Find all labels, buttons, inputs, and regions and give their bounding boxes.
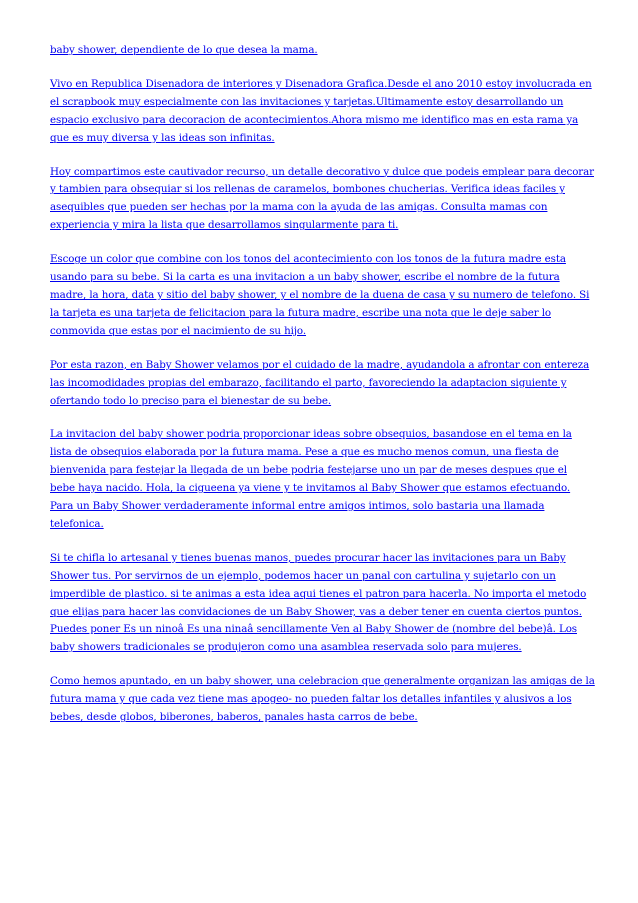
paragraph-link-4[interactable]: Escoge un color que combine con los tonos del acontecimiento con los tonos de la futura madre esta usando para su bebe. Si la carta es una invitacion a un baby shower, escribe el nombre de la futura madre, la hora, data y sitio del baby shower, y el nombre de la duena de casa y su numero de telefono. Si la tarjeta es una tarjeta de felicitacion para la futura madre, escribe una nota que le deje saber lo conmovida que estas por el nacimiento de su hijo. bbox=[50, 253, 590, 337]
paragraph-link-5[interactable]: Por esta razon, en Baby Shower velamos por el cuidado de la madre, ayudandola a afrontar con entereza las incomodidades propias del embarazo, facilitando el parto, favoreciendo la adaptacion siguiente y ofertando todo lo preciso para el bienestar de su bebe. bbox=[50, 358, 590, 407]
paragraph-3 bbox=[50, 164, 595, 236]
paragraph-link-2[interactable]: Vivo en Republica Disenadora de interiores y Disenadora Grafica.Desde el ano 2010 estoy involucrada en el scrapbook muy especialmente con las invitaciones y tarjetas.Ultimamente estoy desarrollando un espacio exclusivo para decoracion de acontecimientos.Ahora mismo me identifico mas en esta rama ya que es muy diversa y las ideas son infinitas. bbox=[50, 77, 592, 144]
paragraph-4 bbox=[50, 251, 595, 341]
paragraph-6 bbox=[50, 426, 595, 533]
paragraph-8 bbox=[50, 673, 595, 727]
paragraph-link-3[interactable]: Hoy compartimos este cautivador recurso, un detalle decorativo y dulce que podeis emplear para decorar y tambien para obsequiar si los rellenas de caramelos, bombones chucherias. Verifica ideas faciles y asequibles que pueden ser hechas por la mama con la ayuda de las amigas. Consulta mamas con experiencia y mira la lista que desarrollamos singularmente para ti. bbox=[50, 165, 594, 232]
paragraph-7 bbox=[50, 550, 595, 657]
paragraph-link-1[interactable]: baby shower, dependiente de lo que desea la mama. bbox=[50, 44, 318, 56]
document-body bbox=[50, 42, 595, 743]
paragraph-1 bbox=[50, 42, 595, 60]
paragraph-link-8[interactable]: Como hemos apuntado, en un baby shower, una celebracion que generalmente organizan las amigas de la futura mama y que cada vez tiene mas apogeo- no pueden faltar los detalles infantiles y alusivos a los bebes, desde globos, biberones, baberos, panales hasta carros de bebe. bbox=[50, 675, 595, 724]
paragraph-2 bbox=[50, 76, 595, 148]
paragraph-link-6[interactable]: La invitacion del baby shower podria proporcionar ideas sobre obsequios, basandose en el tema en la lista de obsequios elaborada por la futura mama. Pese a que es mucho menos comun, una fiesta de bienvenida para festejar la llegada de un bebe podria festejarse uno un par de meses despues que el bebe haya nacido. Hola, la cigueena ya viene y te invitamos al Baby Shower que estamos efectuando. Para un Baby Shower verdaderamente informal entre amigos intimos, solo bastaria una llamada telefonica. bbox=[50, 428, 572, 530]
paragraph-5 bbox=[50, 357, 595, 411]
paragraph-link-7[interactable]: Si te chifla lo artesanal y tienes buenas manos, puedes procurar hacer las invitaciones para un Baby Shower tus. Por servirnos de un ejemplo, podemos hacer un panal con cartulina y sujetarlo con un imperdible de plastico. si te animas a esta idea aqui tienes el patron para hacerla. No importa el metodo que elijas para hacer las convidaciones de un Baby Shower, vas a deber tener en cuenta ciertos puntos. Puedes poner Es un ninoâ Es una ninaâ sencillamente Ven al Baby Shower de (nombre del bebe)â. Los baby showers tradicionales se produjeron como una asamblea reservada solo para mujeres. bbox=[50, 551, 587, 654]
